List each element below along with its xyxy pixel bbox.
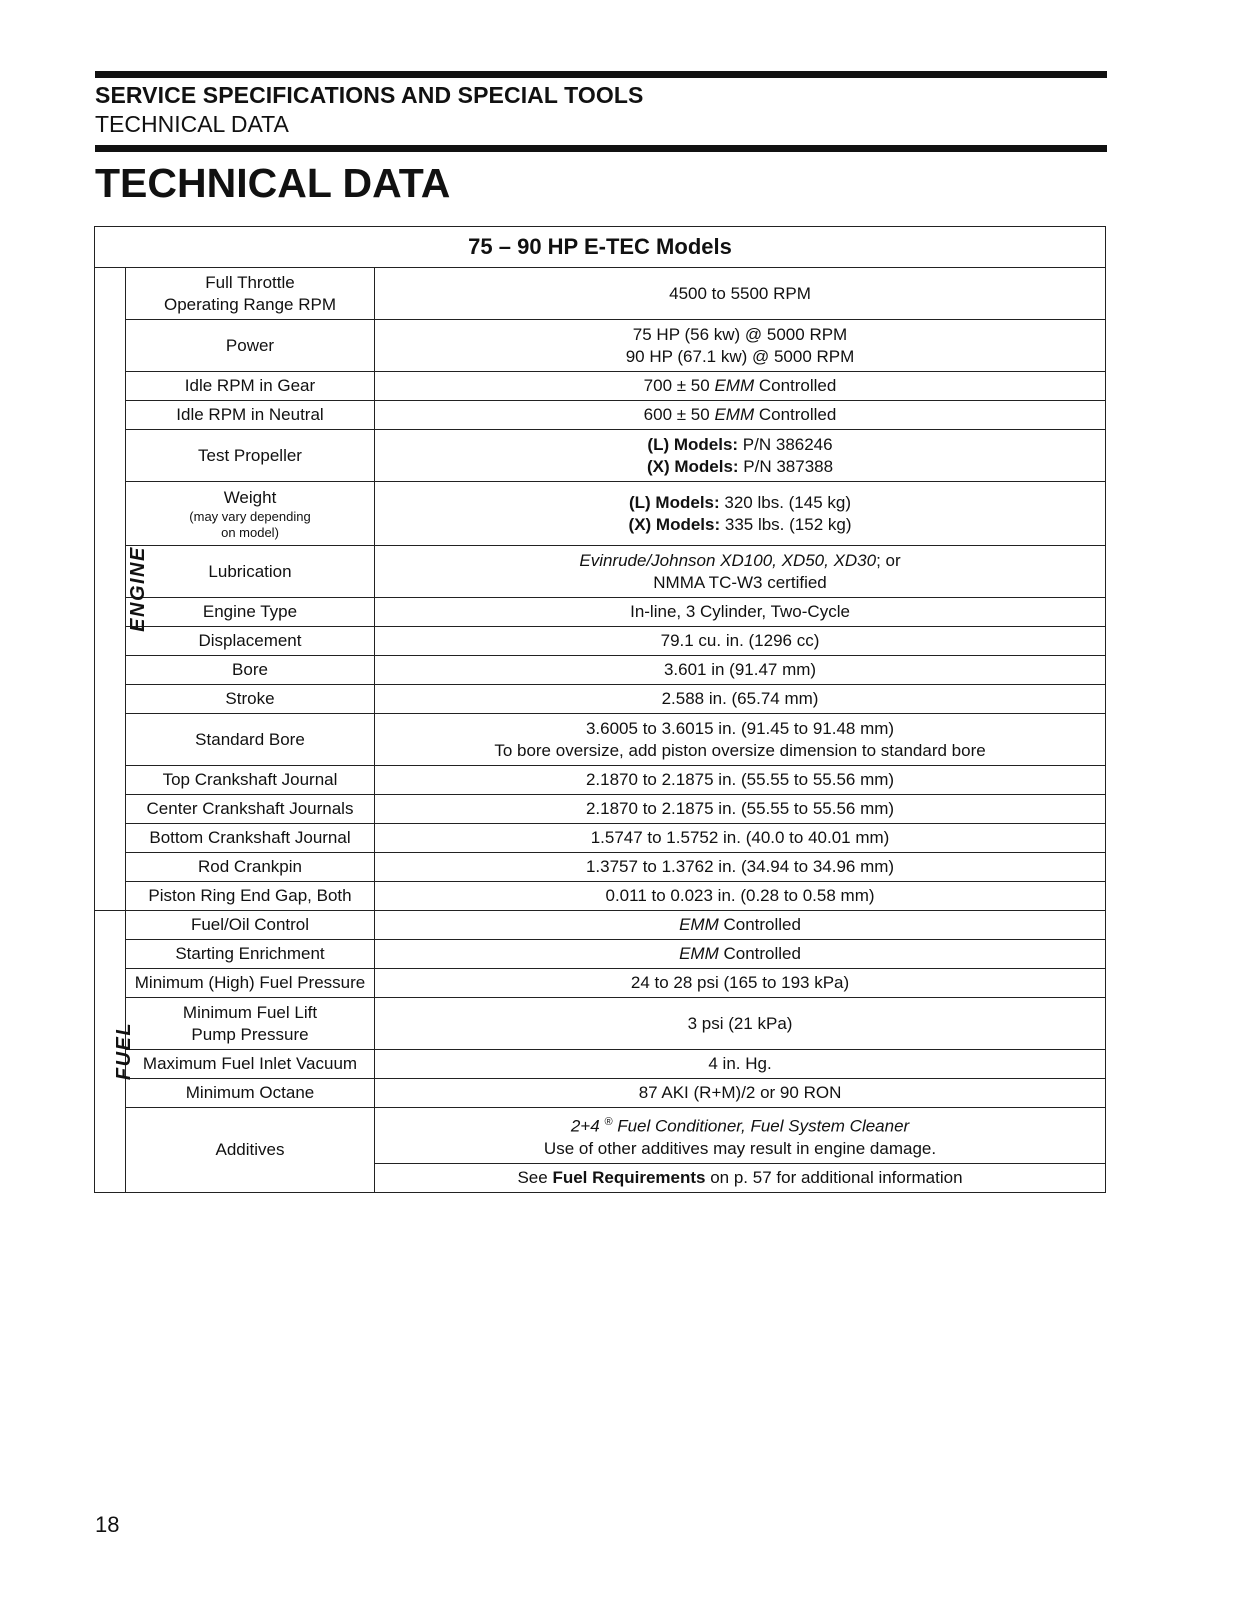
table-row bbox=[95, 853, 1106, 882]
spec-value-line: 75 HP (56 kw) @ 5000 RPM bbox=[632, 324, 848, 344]
spec-label bbox=[126, 482, 375, 546]
spec-label: Stroke bbox=[126, 685, 375, 714]
spec-value: 3.601 in (91.47 mm) bbox=[375, 656, 1106, 685]
value-text: 2+4 bbox=[570, 1116, 605, 1136]
spec-label: Rod Crankpin bbox=[126, 853, 375, 882]
spec-value-line: 3.6005 to 3.6015 in. (91.45 to 91.48 mm) bbox=[585, 718, 895, 738]
table-row bbox=[95, 882, 1106, 911]
value-text: See bbox=[517, 1167, 553, 1187]
table-row bbox=[95, 969, 1106, 998]
spec-label: Center Crankshaft Journals bbox=[126, 795, 375, 824]
spec-label: Piston Ring End Gap, Both bbox=[126, 882, 375, 911]
spec-value bbox=[375, 430, 1106, 482]
spec-value bbox=[375, 482, 1106, 546]
spec-label: Standard Bore bbox=[126, 714, 375, 766]
spec-value: 2.1870 to 2.1875 in. (55.55 to 55.56 mm) bbox=[375, 766, 1106, 795]
spec-value-line bbox=[379, 1111, 1101, 1138]
table-row bbox=[95, 320, 1106, 372]
table-header-row bbox=[95, 227, 1106, 268]
spec-value: 4 in. Hg. bbox=[375, 1050, 1106, 1079]
table-row bbox=[95, 430, 1106, 482]
spec-label-line: Weight bbox=[223, 487, 277, 507]
spec-label bbox=[126, 268, 375, 320]
emm-text: EMM bbox=[679, 915, 719, 934]
value-text: P/N 386246 bbox=[738, 434, 833, 454]
emm-text: EMM bbox=[679, 944, 719, 963]
registered-mark: ® bbox=[604, 1116, 613, 1128]
table-row bbox=[95, 482, 1106, 546]
subsection-title: TECHNICAL DATA bbox=[95, 111, 289, 137]
spec-label: Maximum Fuel Inlet Vacuum bbox=[126, 1050, 375, 1079]
model-label: (X) Models: bbox=[646, 456, 739, 476]
spec-value bbox=[375, 401, 1106, 430]
spec-value bbox=[375, 940, 1106, 969]
spec-value-line: To bore oversize, add piston oversize dimension to standard bore bbox=[494, 740, 986, 760]
model-label: (L) Models: bbox=[629, 492, 720, 512]
spec-label: Minimum (High) Fuel Pressure bbox=[126, 969, 375, 998]
spec-value bbox=[375, 372, 1106, 401]
spec-label: Fuel/Oil Control bbox=[126, 911, 375, 940]
value-text: Controlled bbox=[718, 915, 801, 934]
emm-text: EMM bbox=[714, 376, 755, 395]
spec-value bbox=[375, 1108, 1106, 1164]
oil-names: Evinrude/Johnson XD100, XD50, XD30 bbox=[579, 550, 877, 570]
value-text: ; or bbox=[876, 550, 901, 570]
spec-value bbox=[375, 320, 1106, 372]
engine-section-label-cell bbox=[95, 268, 149, 911]
value-text: P/N 387388 bbox=[738, 456, 834, 476]
fuel-section-label-cell bbox=[95, 911, 136, 1193]
spec-value: 2.1870 to 2.1875 in. (55.55 to 55.56 mm) bbox=[375, 795, 1106, 824]
spec-value: 4500 to 5500 RPM bbox=[375, 268, 1106, 320]
spec-label: Starting Enrichment bbox=[126, 940, 375, 969]
spec-label: Engine Type bbox=[126, 598, 375, 627]
value-text: Fuel Conditioner, Fuel System Cleaner bbox=[612, 1116, 910, 1136]
value-text: Controlled bbox=[754, 405, 837, 424]
section-title: SERVICE SPECIFICATIONS AND SPECIAL TOOLS bbox=[95, 82, 644, 108]
table-row bbox=[95, 940, 1106, 969]
page-number: 18 bbox=[95, 1512, 120, 1537]
spec-label: Bottom Crankshaft Journal bbox=[126, 824, 375, 853]
table-row bbox=[95, 911, 1106, 940]
spec-value: 3 psi (21 kPa) bbox=[375, 998, 1106, 1050]
table-row bbox=[95, 627, 1106, 656]
spec-value-line bbox=[379, 514, 1101, 536]
spec-value: 2.588 in. (65.74 mm) bbox=[375, 685, 1106, 714]
table-row bbox=[95, 598, 1106, 627]
header-bottom-rule bbox=[95, 145, 1107, 152]
spec-label-line: Pump Pressure bbox=[191, 1024, 309, 1044]
engine-section-label: ENGINE bbox=[126, 545, 149, 632]
spec-value-line bbox=[379, 434, 1101, 456]
emm-text: EMM bbox=[714, 405, 755, 424]
table-row bbox=[95, 824, 1106, 853]
table-row bbox=[95, 546, 1106, 598]
spec-value-line bbox=[379, 456, 1101, 478]
table-row bbox=[95, 766, 1106, 795]
spec-value-line bbox=[379, 492, 1101, 514]
spec-value: 0.011 to 0.023 in. (0.28 to 0.58 mm) bbox=[375, 882, 1106, 911]
spec-note: (may vary depending bbox=[189, 508, 311, 524]
spec-value bbox=[375, 546, 1106, 598]
table-row bbox=[95, 998, 1106, 1050]
spec-label: Additives bbox=[126, 1108, 375, 1193]
value-text: 700 ± 50 bbox=[643, 376, 715, 395]
spec-value: 1.3757 to 1.3762 in. (34.94 to 34.96 mm) bbox=[375, 853, 1106, 882]
value-text: Controlled bbox=[718, 944, 801, 963]
model-label: (X) Models: bbox=[628, 514, 721, 534]
table-row bbox=[95, 1108, 1106, 1164]
cross-reference: Fuel Requirements bbox=[552, 1167, 706, 1187]
spec-value: In-line, 3 Cylinder, Two-Cycle bbox=[375, 598, 1106, 627]
spec-value bbox=[375, 714, 1106, 766]
page-title: TECHNICAL DATA bbox=[95, 160, 451, 206]
table-row bbox=[95, 1079, 1106, 1108]
value-text: Controlled bbox=[754, 376, 837, 395]
spec-label: Minimum Octane bbox=[126, 1079, 375, 1108]
spec-label-line: Minimum Fuel Lift bbox=[182, 1002, 318, 1022]
spec-value-line bbox=[379, 550, 1101, 572]
spec-label bbox=[126, 998, 375, 1050]
spec-label: Lubrication bbox=[126, 546, 375, 598]
technical-data-table bbox=[94, 226, 1106, 1193]
spec-value-line: 90 HP (67.1 kw) @ 5000 RPM bbox=[625, 346, 855, 366]
value-text: 320 lbs. (145 kg) bbox=[719, 492, 852, 512]
spec-value: 79.1 cu. in. (1296 cc) bbox=[375, 627, 1106, 656]
spec-label: Test Propeller bbox=[126, 430, 375, 482]
spec-value: 24 to 28 psi (165 to 193 kPa) bbox=[375, 969, 1106, 998]
spec-label: Bore bbox=[126, 656, 375, 685]
spec-label: Idle RPM in Gear bbox=[126, 372, 375, 401]
value-text: on p. 57 for additional information bbox=[705, 1167, 963, 1187]
fuel-section-label: FUEL bbox=[113, 1021, 136, 1080]
spec-value: 1.5747 to 1.5752 in. (40.0 to 40.01 mm) bbox=[375, 824, 1106, 853]
table-row bbox=[95, 685, 1106, 714]
spec-value: 87 AKI (R+M)/2 or 90 RON bbox=[375, 1079, 1106, 1108]
spec-label-line: Full Throttle bbox=[205, 272, 295, 292]
spec-label: Idle RPM in Neutral bbox=[126, 401, 375, 430]
table-row bbox=[95, 401, 1106, 430]
table-row bbox=[95, 372, 1106, 401]
header-top-rule bbox=[95, 71, 1107, 78]
spec-value-line: NMMA TC-W3 certified bbox=[653, 572, 827, 592]
table-row bbox=[95, 656, 1106, 685]
table-row bbox=[95, 795, 1106, 824]
spec-label: Power bbox=[126, 320, 375, 372]
table-row bbox=[95, 1050, 1106, 1079]
table-row bbox=[95, 268, 1106, 320]
spec-value bbox=[375, 911, 1106, 940]
spec-value-line: Use of other additives may result in engine damage. bbox=[543, 1138, 937, 1158]
value-text: 335 lbs. (152 kg) bbox=[720, 514, 852, 534]
value-text: 600 ± 50 bbox=[643, 405, 715, 424]
model-label: (L) Models: bbox=[647, 434, 739, 454]
spec-note: on model) bbox=[221, 524, 279, 540]
spec-label: Displacement bbox=[126, 627, 375, 656]
table-row bbox=[95, 714, 1106, 766]
spec-value bbox=[375, 1163, 1106, 1192]
spec-label: Top Crankshaft Journal bbox=[126, 766, 375, 795]
spec-label-line: Operating Range RPM bbox=[164, 294, 336, 314]
model-heading: 75 – 90 HP E-TEC Models bbox=[95, 227, 1106, 268]
